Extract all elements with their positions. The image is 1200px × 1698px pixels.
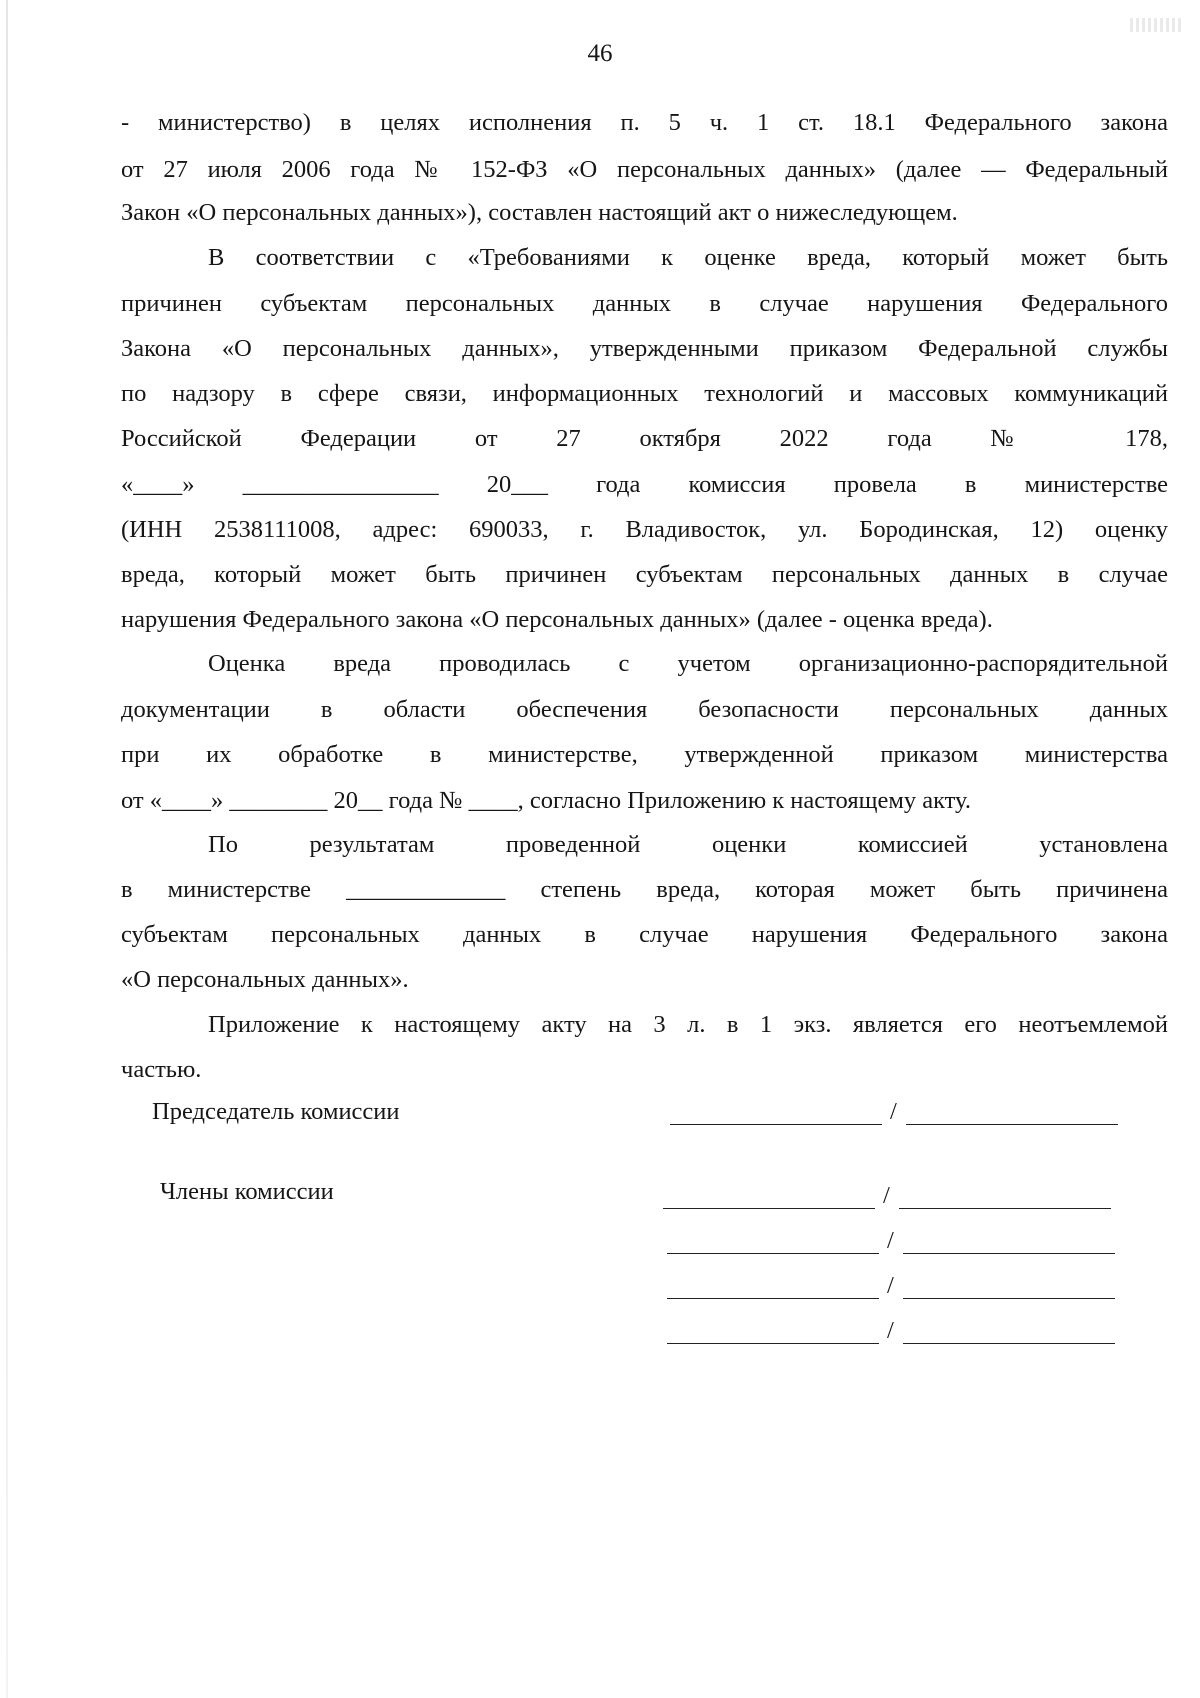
paragraph-2-line-6: «____» ________________ 20___ года комиссия провела в министерстве (121, 471, 1168, 498)
paragraph-3-line-2: документации в области обеспечения безопасности персональных данных (121, 696, 1168, 723)
members-label: Члены комиссии (160, 1178, 334, 1205)
paragraph-1-line-1: - министерство) в целях исполнения п. 5 ч. 1 ст. 18.1 Федерального закона (121, 109, 1168, 136)
signature-separator: / (887, 1317, 894, 1344)
scan-edge-shadow (6, 0, 8, 1698)
paragraph-4-line-2: в министерстве _____________ степень вреда, которая может быть причинена (121, 876, 1168, 903)
paragraph-2-line-8: вреда, который может быть причинен субъектам персональных данных в случае (121, 561, 1168, 588)
name-blank (903, 1298, 1115, 1299)
paragraph-3-line-4: от «____» ________ 20__ года № ____, согласно Приложению к настоящему акту. (121, 787, 971, 814)
member-signature-line (663, 1181, 1113, 1211)
paragraph-2-line-9: нарушения Федерального закона «О персональных данных» (далее - оценка вреда). (121, 606, 993, 633)
signature-blank (667, 1298, 879, 1299)
chairman-label: Председатель комиссии (152, 1098, 400, 1125)
page-number: 46 (587, 40, 613, 67)
paragraph-2-line-3: Закона «О персональных данных», утвержденными приказом Федеральной службы (121, 335, 1168, 362)
paragraph-5-line-2: частью. (121, 1056, 202, 1083)
paragraph-2-line-2: причинен субъектам персональных данных в случае нарушения Федерального (121, 290, 1168, 317)
signature-separator: / (883, 1182, 890, 1209)
paragraph-2-line-7: (ИНН 2538111008, адрес: 690033, г. Владивосток, ул. Бородинская, 12) оценку (121, 516, 1168, 543)
paragraph-1-line-3: Закон «О персональных данных»), составлен настоящий акт о нижеследующем. (121, 199, 958, 226)
paragraph-3-line-1: Оценка вреда проводилась с учетом организационно-распорядительной (208, 650, 1168, 677)
chairman-signature-line (670, 1097, 1120, 1127)
signature-blank (670, 1124, 882, 1125)
signature-separator: / (890, 1098, 897, 1125)
paragraph-2-line-5: Российской Федерации от 27 октября 2022 года № 178, (121, 425, 1168, 452)
signature-blank (667, 1253, 879, 1254)
name-blank (906, 1124, 1118, 1125)
paragraph-1-line-2: от 27 июля 2006 года № 152-ФЗ «О персональных данных» (далее — Федеральный (121, 156, 1168, 183)
member-signature-line (667, 1271, 1117, 1301)
paragraph-5-line-1: Приложение к настоящему акту на 3 л. в 1 экз. является его неотъемлемой (208, 1011, 1168, 1038)
scan-corner-mark (1130, 18, 1182, 32)
signature-blank (663, 1208, 875, 1209)
signature-separator: / (887, 1272, 894, 1299)
name-blank (903, 1343, 1115, 1344)
paragraph-4-line-3: субъектам персональных данных в случае нарушения Федерального закона (121, 921, 1168, 948)
member-signature-line (667, 1316, 1117, 1346)
paragraph-4-line-1: По результатам проведенной оценки комиссией установлена (208, 831, 1168, 858)
name-blank (899, 1208, 1111, 1209)
signature-separator: / (887, 1227, 894, 1254)
paragraph-4-line-4: «О персональных данных». (121, 966, 409, 993)
name-blank (903, 1253, 1115, 1254)
paragraph-3-line-3: при их обработке в министерстве, утвержденной приказом министерства (121, 741, 1168, 768)
member-signature-line (667, 1226, 1117, 1256)
paragraph-2-line-4: по надзору в сфере связи, информационных технологий и массовых коммуникаций (121, 380, 1168, 407)
signature-blank (667, 1343, 879, 1344)
paragraph-2-line-1: В соответствии с «Требованиями к оценке вреда, который может быть (208, 244, 1168, 271)
